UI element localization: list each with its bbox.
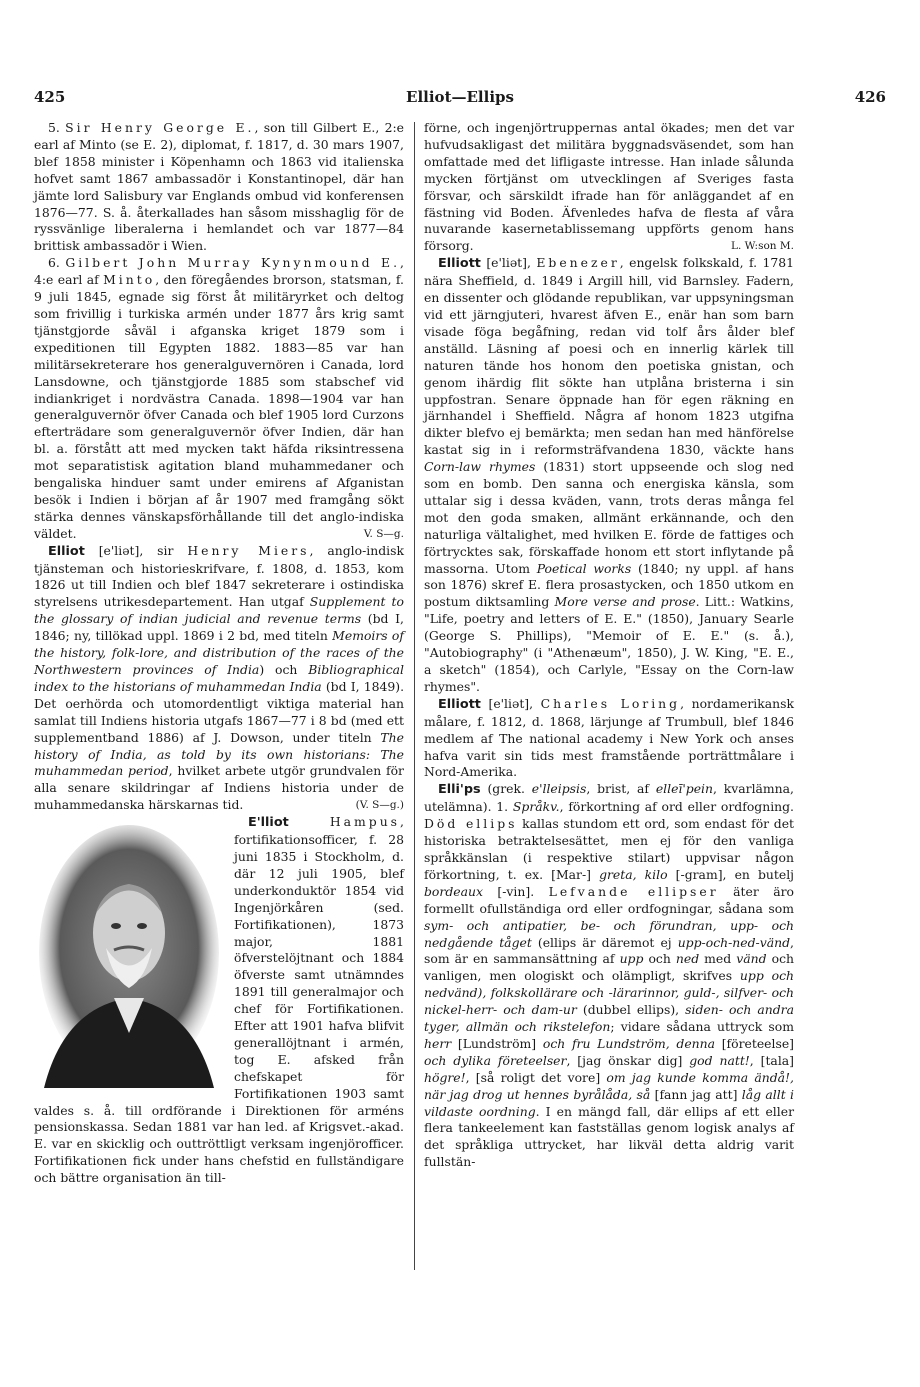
running-title: Elliot—Ellips	[406, 88, 514, 106]
entry-continuation: förne, och ingenjörtruppernas antal ökades; men det var hufvudsakligast det militära byggnadsväsendet, som han omfattade med det lifligaste intresse. Han inlade sålunda mycken förtjänst om utvecklingen af Sveriges fasta försvar, och särskildt ifrade han för anläggandet af en fästning vid Boden. Äfvenledes hafva de flesta af våra nuvarande kasernetablissemang uppförts genom hans försorg. L. W:son M.	[424, 120, 794, 254]
headword: Elliott	[438, 696, 481, 712]
entry-name: Sir Henry George E.	[65, 120, 255, 135]
entry-henry-miers: Elliot [e'liət], sir Henry Miers, anglo-indisk tjänsteman och historieskrifvare, f. 1808, d. 1853, kom 1826 ut till Indien och blef 1847 sekreterare i ostindiska styrelsens utrikesdepartement. Han utgaf Supplement to the glossary of indian judicial and revenue terms (bd I, 1846; ny, tillökad uppl. 1869 i 2 bd, med titeln Memoirs of the history, folk-lore, and distribution of the races of the Northwestern provinces of India) och Bibliographical index to the historians of muhammedan India (bd I, 1849). Det oerhörda och utomordentligt viktiga material han samlat till Indiens historia utgafs 1867—77 i 8 bd (med ett supplementband 1886) af J. Dowson, under titeln The history of India, as told by its own historians: The muhammedan period, hvilket arbete utgör grundvalen för alla senare skildringar af Indiens historia under de muhammedanska härskarnas tid. (V. S—g.)	[34, 542, 405, 813]
entry-henry-george: 5. Sir Henry George E., son till Gilbert E., 2:e earl af Minto (se E. 2), diplomat, f. 1817, d. 30 mars 1907, blef 1858 minister i Köpenhamn och 1863 vid italienska hofvet samt 1867 ambassadör i Konstantinopel, där han jämte lord Salisbury var Englands ombud vid konferensen 1876—77. S. å. återkallades han såsom misshaglig för de ryssvänlige liberalerna i hemlandet och var 1877—84 brittisk ambassadör i Wien.	[34, 120, 404, 254]
running-header	[34, 88, 886, 110]
headword: Elli'ps	[438, 782, 481, 798]
entry-charles-loring: Elliott [e'liət], Charles Loring, nordamerikansk målare, f. 1812, d. 1868, lärjunge af Trumbull, blef 1846 medlem af The national academy i New York och anses hafva varit sin tids mest framstående porträttmålare i Nord-Amerika.	[424, 695, 794, 780]
entry-gilbert-john: 6. Gilbert John Murray Kynynmound E., 4:e earl af Minto, den föregåendes brorson, statsman, f. 9 juli 1845, egnade sig först åt militäryrket och deltog som frivillig i turkiska armén under 1877 års krig samt tjänstgjorde såväl i afganska kriget 1879 som i expeditionen till Egypten 1882. 1883—85 var han militärsekreterare hos generalguvernören i Canada, lord Lansdowne, och tjänstgjorde 1885 som stabschef vid indiankriget i nordvästra Canada. 1898—1904 var han generalguvernör öfver Canada och blef 1905 lord Curzons efterträdare som generalguvernör öfver Indien, där han bl. a. förstått att med mycken takt häfda riksintressena mot separatistisk agitation bland muhammedaner och bengaliska hinduer samt under emirens af Afganistan besök i Indien i början af år 1907 med framgång sökt stärka dennes vänskapsförhållande till det anglo-indiska väldet. V. S—g.	[34, 255, 404, 541]
engraved-portrait	[34, 818, 224, 1088]
page-number-right: 426	[854, 88, 886, 106]
headword: Elliott	[438, 256, 481, 272]
column-rule	[414, 122, 415, 1270]
right-column	[424, 120, 794, 1171]
headword: Elliot	[48, 543, 85, 559]
entry-name: Gilbert John Murray Kynynmound E.	[65, 255, 401, 271]
entry-hampus: E'lliot Hampus , fortifikationsofficer, f. 28 juni 1835 i Stockholm, d. där 12 juli 1905, blef underkonduktör 1854 vid Ingenjörkåren (sed. Fortifikationen), 1873 major, 1881 öfverstelöjtnant och 1884 öfverste samt utnämndes 1891 till generalmajor och chef för Fortifikationen. Efter att 1901 hafva blifvit generallöjtnant i armén, tog E. afsked från chefskapet för Fortifikationen 1903 samt valdes s. å. till ordförande i Direktionen för arméns pensionskassa. Sedan 1881 var han led. af Krigsvet.-akad. E. var en skicklig och outtröttligt verksam ingenjörofficer. Fortifikationen fick under hans chefstid en fullständigare och bättre organisation än till-	[34, 814, 404, 1186]
page-number-left: 425	[34, 88, 66, 106]
headword: E'lliot	[248, 815, 289, 831]
entry-ebenezer: Elliott [e'liət], Ebenezer, engelsk folkskald, f. 1781 nära Sheffield, d. 1849 i Argill hill, vid Barnsley. Fadern, en dissenter och glödande republikan, var uppsyningsman vid ett järngjuteri, hvarest äfven E., enär han som barn visade föga begåfning, redan vid tolf års ålder blef anställd. Läsning af poesi och en innerlig kärlek till naturen tände hos honom den poetiska gnistan, och genom ihärdig flit sökte han utplåna bristerna i sin uppfostran. Senare öppnade han för egen räkning en järnhandel i Sheffield. Några af honom 1823 utgifna dikter blefvo ej bemärkta; men sedan han med hänförelse kastat sig in i reformsträfvandena 1830, väckte hans Corn-law rhymes (1831) stort uppseende och slog ned som en bomb. Den sanna och energiska känsla, som uttalar sig i dessa kväden, vann, trots deras många fel mot den goda smaken, allmänt erkännande, och den naturliga vältalighet, med hvilken E. förde de fattiges och förtrycktes sak, förskaffade honom ett stort inflytande på massorna. Utom Poetical works (1840; ny uppl. af hans son 1876) skref E. flera prosastycken, och 1850 utkom en postum diktsamling More verse and prose. Litt.: Watkins, "Life, poetry and letters of E. E." (1850), January Searle (George S. Phillips), "Memoir of E. E." (s. å.), "Autobiography" (i "Athenæum", 1850), J. W. King, "E. E., a sketch" (1854), och Carlyle, "Essay on the Corn-law rhymes".	[424, 255, 794, 694]
signature: L. W:son M.	[731, 240, 794, 253]
signature: (V. S—g.)	[355, 799, 404, 812]
left-column	[34, 120, 404, 1187]
signature: V. S—g.	[363, 527, 404, 540]
entry-ellips: Elli'ps (grek. e'lleipsis, brist, af elleī'pein, kvarlämna, utelämna). 1. Språkv., förkortning af ord eller ordfogning. Död ellips kallas stundom ett ord, som endast för det historiska betraktelsesättet, men ej för den vanliga språkkänslan (i respektive stilart) uppvisar någon förkortning, t. ex. [Mar-] greta, kilo [-gram], en butelj bordeaux [-vin]. Lefvande ellipser äter äro formellt ofullständiga ord eller ordfogningar, sådana som sym- och antipatier, be- och förundran, upp- och nedgående tåget (ellips är däremot ej upp-och-ned-vänd, som är en sammansättning af upp och ned med vänd och vanligen, men ologiskt och olämpligt, skrifves upp och nedvänd), folkskollärare och -lärarinnor, guld-, silfver- och nickel-herr- och dam-ur (dubbel ellips), siden- och andra tyger, allmän och rikstelefon; vidare sådana uttryck som herr [Lundström] och fru Lundström, denna [företeelse] och dylika företeelser, [jag önskar dig] god natt!, [tala] högre!, [så roligt det vore] om jag kunde komma ändå!, när jag drog ut hennes byrålåda, så [fann jag att] låg allt i vildaste oordning. I en mängd fall, där ellips af ett eller flera tankeelement kan fastställas genom logisk analys af det språkliga uttrycket, har likväl detta aldrig varit fullstän-	[424, 781, 795, 1170]
